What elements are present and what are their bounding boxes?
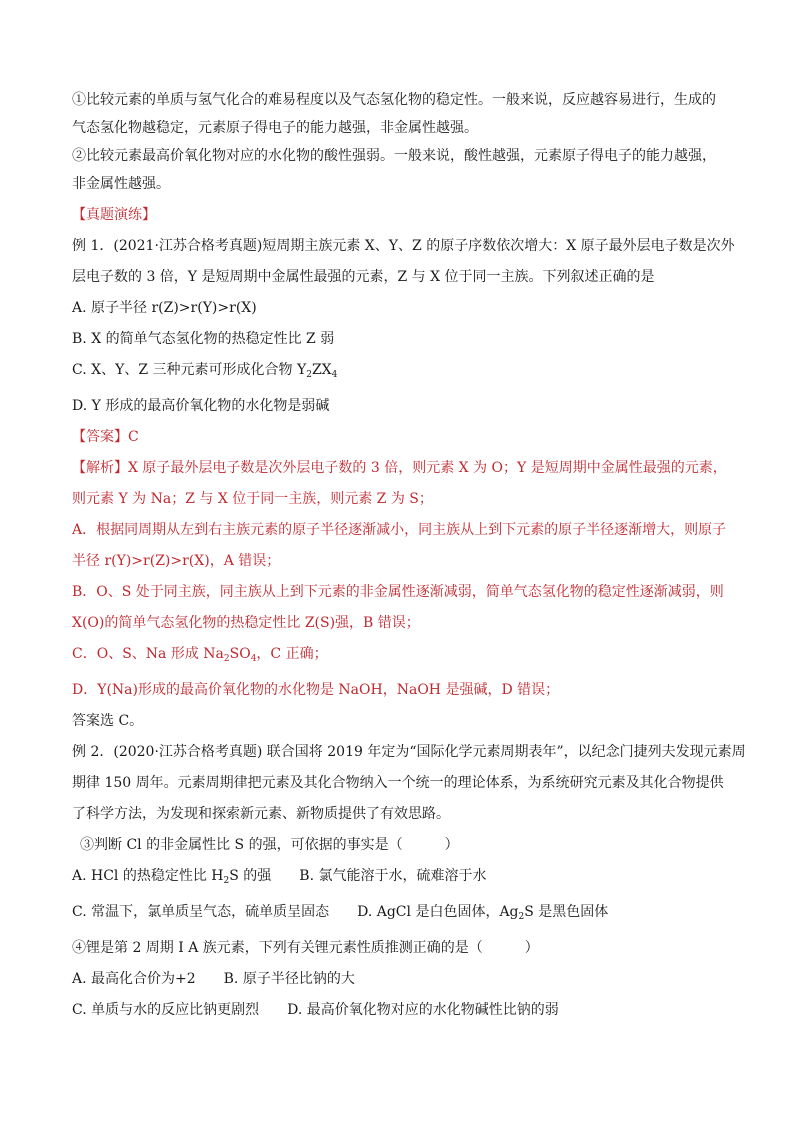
analysis-b-line-1: B．O、S 处于同主族，同主族从上到下元素的非金属性逐渐减弱，简单气态氢化物的稳定性逐渐减弱，则 [72,584,724,600]
analysis-text: X 原子最外层电子数是次外层电子数的 3 倍，则元素 X 为 O；Y 是短周期中金属性最强的元素， [128,460,727,476]
point-1-line-2: 气态氢化物越稳定，元素原子得电子的能力越强，非金属性越强。 [72,120,478,136]
point-2-line-1: ②比较元素最高价氧化物对应的水化物的酸性强弱。一般来说，酸性越强，元素原子得电子的能力越强， [72,148,716,164]
example-1-option-c [72,360,724,385]
example-2-question-4: ④锂是第 2 周期 I A 族元素，下列有关锂元素性质推测正确的是（ ） [72,940,539,956]
example-1-option-a: A. 原子半径 r(Z)>r(Y)>r(X) [72,300,257,316]
example-2-stem-line-1: 例 2．(2020·江苏合格考真题) 联合国将 2019 年定为“国际化学元素周期表年”，以纪念门捷列夫发现元素周 [72,744,746,760]
question-4-options-ab: A. 最高化合价为+2 B. 原子半径比钠的大 [72,971,355,987]
option-c-text: C. X、Y、Z 三种元素可形成化合物 Y [72,362,307,378]
option-ab-text-post: S 的强 B. 氯气能溶于水，硫难溶于水 [229,868,487,884]
example-1-stem-line-2: 层电子数的 3 倍，Y 是短周期中金属性最强的元素，Z 与 X 位于同一主族。下列叙述正确的是 [72,269,655,285]
section-title: 【真题演练】 [72,207,156,223]
question-4-options-cd: C. 单质与水的反应比钠更剧烈 D. 最高价氧化物对应的水化物碱性比钠的弱 [72,1002,559,1018]
subscript: 2 [306,370,312,380]
example-1-option-d: D. Y 形成的最高价氧化物的水化物是弱碱 [72,398,330,414]
example-1-option-b: B. X 的简单气态氢化物的热稳定性比 Z 弱 [72,331,335,347]
subscript: 4 [250,654,257,664]
example-1-final-answer: 答案选 C。 [72,713,144,729]
option-cd-text: C. 常温下，氯单质呈气态，硫单质呈固态 D. AgCl 是白色固体，Ag [72,904,519,920]
example-1-analysis-line-2: 则元素 Y 为 Na；Z 与 X 位于同一主族，则元素 Z 为 S； [72,491,433,507]
analysis-c-text: C．O、S、Na 形成 Na [72,646,224,662]
question-3-options-cd [72,902,724,927]
analysis-c-text-mid: SO [229,646,251,662]
subscript: 2 [223,654,230,664]
point-1-line-1: ①比较元素的单质与氢气化合的难易程度以及气态氢化物的稳定性。一般来说，反应越容易进行，生成的 [72,92,716,108]
example-2-stem-line-3: 了科学方法，为发现和探索新元素、新物质提供了有效思路。 [72,806,450,822]
example-2-question-3: ③判断 Cl 的非金属性比 S 的强，可依据的事实是（ ） [80,837,459,853]
option-d-text-post: S 是黑色固体 [524,904,609,920]
example-1-stem-line-1: 例 1．(2021·江苏合格考真题)短周期主族元素 X、Y、Z 的原子序数依次增大：X 原子最外层电子数是次外 [72,238,735,254]
analysis-a-line-2: 半径 r(Y)>r(Z)>r(X)，A 错误； [72,553,281,569]
option-c-text-mid: ZX [311,362,332,378]
analysis-c-text-post: ，C 正确； [256,646,328,662]
example-1-answer: 【答案】C [72,429,139,445]
document-page [72,90,746,1020]
point-2-line-2: 非金属性越强。 [72,176,170,192]
option-a-text: A. HCl 的热稳定性比 H [72,868,224,884]
analysis-d: D．Y(Na)形成的最高价氧化物的水化物是 NaOH，NaOH 是强碱，D 错误； [72,682,560,698]
subscript: 2 [223,876,230,886]
analysis-a-line-1: A．根据同周期从左到右主族元素的原子半径逐渐减小，同主族从上到下元素的原子半径逐渐增大，则原子 [72,522,727,538]
analysis-c [72,644,724,669]
question-3-options-ab [72,866,724,891]
subscript: 2 [518,912,525,922]
analysis-tag: 【解析】 [72,460,128,476]
analysis-b-line-2: X(O)的简单气态氢化物的热稳定性比 Z(S)强，B 错误； [72,615,420,631]
subscript: 4 [331,370,338,380]
example-1-analysis-line-1 [72,458,727,478]
example-2-stem-line-2: 期律 150 周年。元素周期律把元素及其化合物纳入一个统一的理论体系，为系统研究元素及其化合物提供 [72,775,724,791]
